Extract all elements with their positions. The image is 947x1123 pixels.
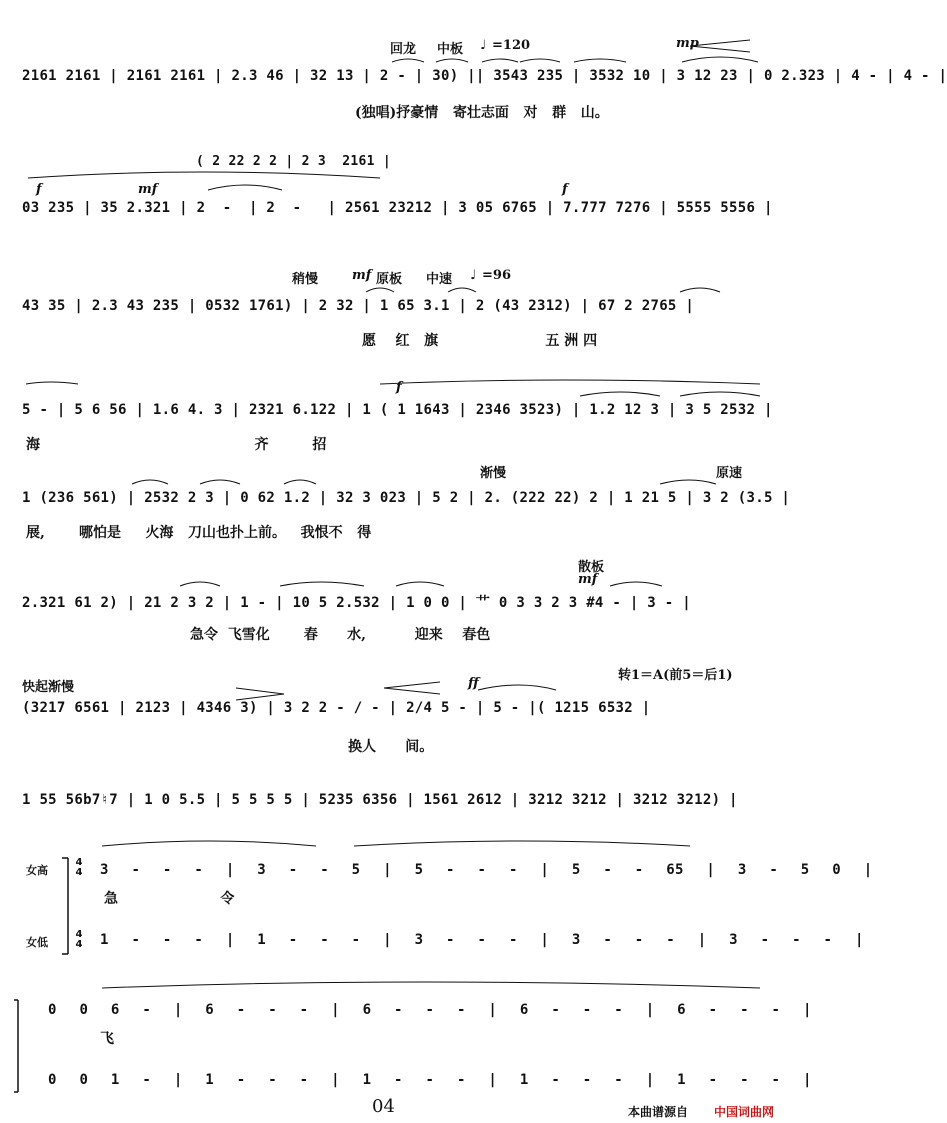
slur [200,480,240,484]
dynamic-f-2: f [562,182,568,197]
slur [682,57,758,62]
system1-lyrics: (独唱)抒豪情 寄壮志面 对 群 山。 [355,105,609,121]
system3-notes: 43 35 | 2.3 43 235 | 0532 1761) | 2 32 | 1 65 3.1 | 2 (43 2312) | 67 2 2765 | [22,298,695,314]
slur [478,685,556,690]
decrescendo-hairpin [236,688,284,700]
page-number: 04 [372,1096,395,1117]
tie [354,841,690,846]
modulation-mark: 转1＝A(前5＝后1) [618,668,733,683]
dynamic-mp: mp [676,36,699,51]
system4-notes: 5 - | 5 6 56 | 1.6 4. 3 | 2321 6.122 | 1 ( 1 1643 | 2346 3523) | 1.2 12 3 | 3 5 2532 | [22,402,773,418]
system4-lyrics: 海 齐 招 [26,437,327,453]
choir1-soprano-lyrics: 急 令 [104,891,235,907]
tempo-mark-2: 中速 [426,272,453,287]
long-slur [380,380,760,384]
slur [520,59,560,62]
tempo-mark: 中板 [437,42,464,57]
tie [26,382,78,384]
fast-then-slow-mark: 快起渐慢 [22,680,75,695]
system1-notes: 2161 2161 | 2161 2161 | 2.3 46 | 32 13 | 2 - | 30) || 3543 235 | 3532 10 | 3 12 23 | 0 2.323 | 4 - | 4 - | [22,68,947,84]
bpm-mark-2: =96 [482,268,511,283]
slur [482,59,518,62]
choir2-soprano-lyrics: 飞 [100,1031,114,1047]
slur [180,582,220,586]
gradual-slow-mark: 渐慢 [480,466,507,481]
slur [574,59,626,62]
system6-lyrics: 急令 飞雪化 春 水, 迎来 春色 [190,627,491,643]
source-credit: 本曲谱源自 [628,1105,689,1119]
system2-notes: 03 235 | 35 2.321 | 2 - | 2 - | 2561 23212 | 3 05 6765 | 7.777 7276 | 5555 5556 | [22,200,773,216]
tie [102,841,316,846]
yuanban-mark: 原板 [376,272,403,287]
system3-lyrics: 愿 红 旗 五 洲 四 [362,333,598,349]
choir2-alto-notes: 0 0 1 - | 1 - - - | 1 - - - | 1 - - - | 1 - - - | [48,1072,812,1088]
choir2-soprano-notes: 0 0 6 - | 6 - - - | 6 - - - | 6 - - - | 6 - - - | [48,1002,812,1018]
soprano-time-signature: 4 4 [75,857,83,878]
slur [680,288,720,292]
crescendo-hairpin [384,682,440,694]
system5-lyrics: 展, 哪怕是 火海 刀山也扑上前。 我恨不 得 [26,525,372,541]
system2-bracket-notes: ( 2 22 2 2 | 2 3 2161 | [196,154,392,169]
choir1-soprano-notes: 3 - - - | 3 - - 5 | 5 - - - | 5 - - 65 | 3 - 5 0 | [100,862,873,878]
choir-bracket [14,1000,18,1092]
slur [132,480,168,484]
slur [436,59,468,62]
slur [396,582,444,586]
system5-notes: 1 (236 561) | 2532 2 3 | 0 62 1.2 | 32 3 023 | 5 2 | 2. (222 22) 2 | 1 21 5 | 3 2 (3.5 | [22,490,791,506]
crescendo-hairpin [690,40,750,52]
site-name[interactable]: 中国词曲网 [714,1105,775,1119]
dynamic-mf-3: mf [578,572,598,587]
quarter-note-icon: ♩ [470,268,477,283]
choir1-alto-notes: 1 - - - | 1 - - - | 3 - - - | 3 - - - | 3 - - - | [100,932,864,948]
slur [660,480,716,484]
sanban-mark: 散板 [578,560,605,575]
dynamic-f-1: f [36,182,42,197]
slur [610,582,662,586]
dynamic-f-3: f [396,380,402,395]
dynamic-mf-2: mf [352,268,372,283]
slur [366,288,394,292]
system6-notes: 2.321 61 2) | 21 2 3 2 | 1 - | 10 5 2.532 | 1 0 0 | 艹 0 3 3 2 3 #4 - | 3 - | [22,595,691,611]
tie [208,185,282,190]
resume-tempo-mark: 原速 [716,466,743,481]
system7-notes: (3217 6561 | 2123 | 4346 3) | 3 2 2 - / - | 2/4 5 - | 5 - |( 1215 6532 | [22,700,651,716]
huilong-mark: 回龙 [390,42,417,57]
system8-notes: 1 55 56b7♮7 | 1 0 5.5 | 5 5 5 5 | 5235 6356 | 1561 2612 | 3212 3212 | 3212 3212) | [22,792,738,808]
long-slur [28,172,380,178]
soprano-label: 女高 [26,864,48,877]
dynamic-mf-1: mf [138,182,158,197]
choir-bracket [62,858,68,954]
slur [284,480,316,484]
tie [280,582,364,586]
slur [448,288,476,292]
slur [580,392,660,396]
alto-label: 女低 [26,936,48,949]
system7-lyrics: 换人 间。 [348,739,434,755]
slur [680,392,760,396]
slur [392,59,424,62]
tie [102,982,760,988]
slower-mark: 稍慢 [292,272,319,287]
bpm-mark: =120 [492,38,531,53]
quarter-note-icon: ♩ [480,38,487,53]
dynamic-ff: ff [468,676,479,691]
alto-time-signature: 4 4 [75,929,83,950]
